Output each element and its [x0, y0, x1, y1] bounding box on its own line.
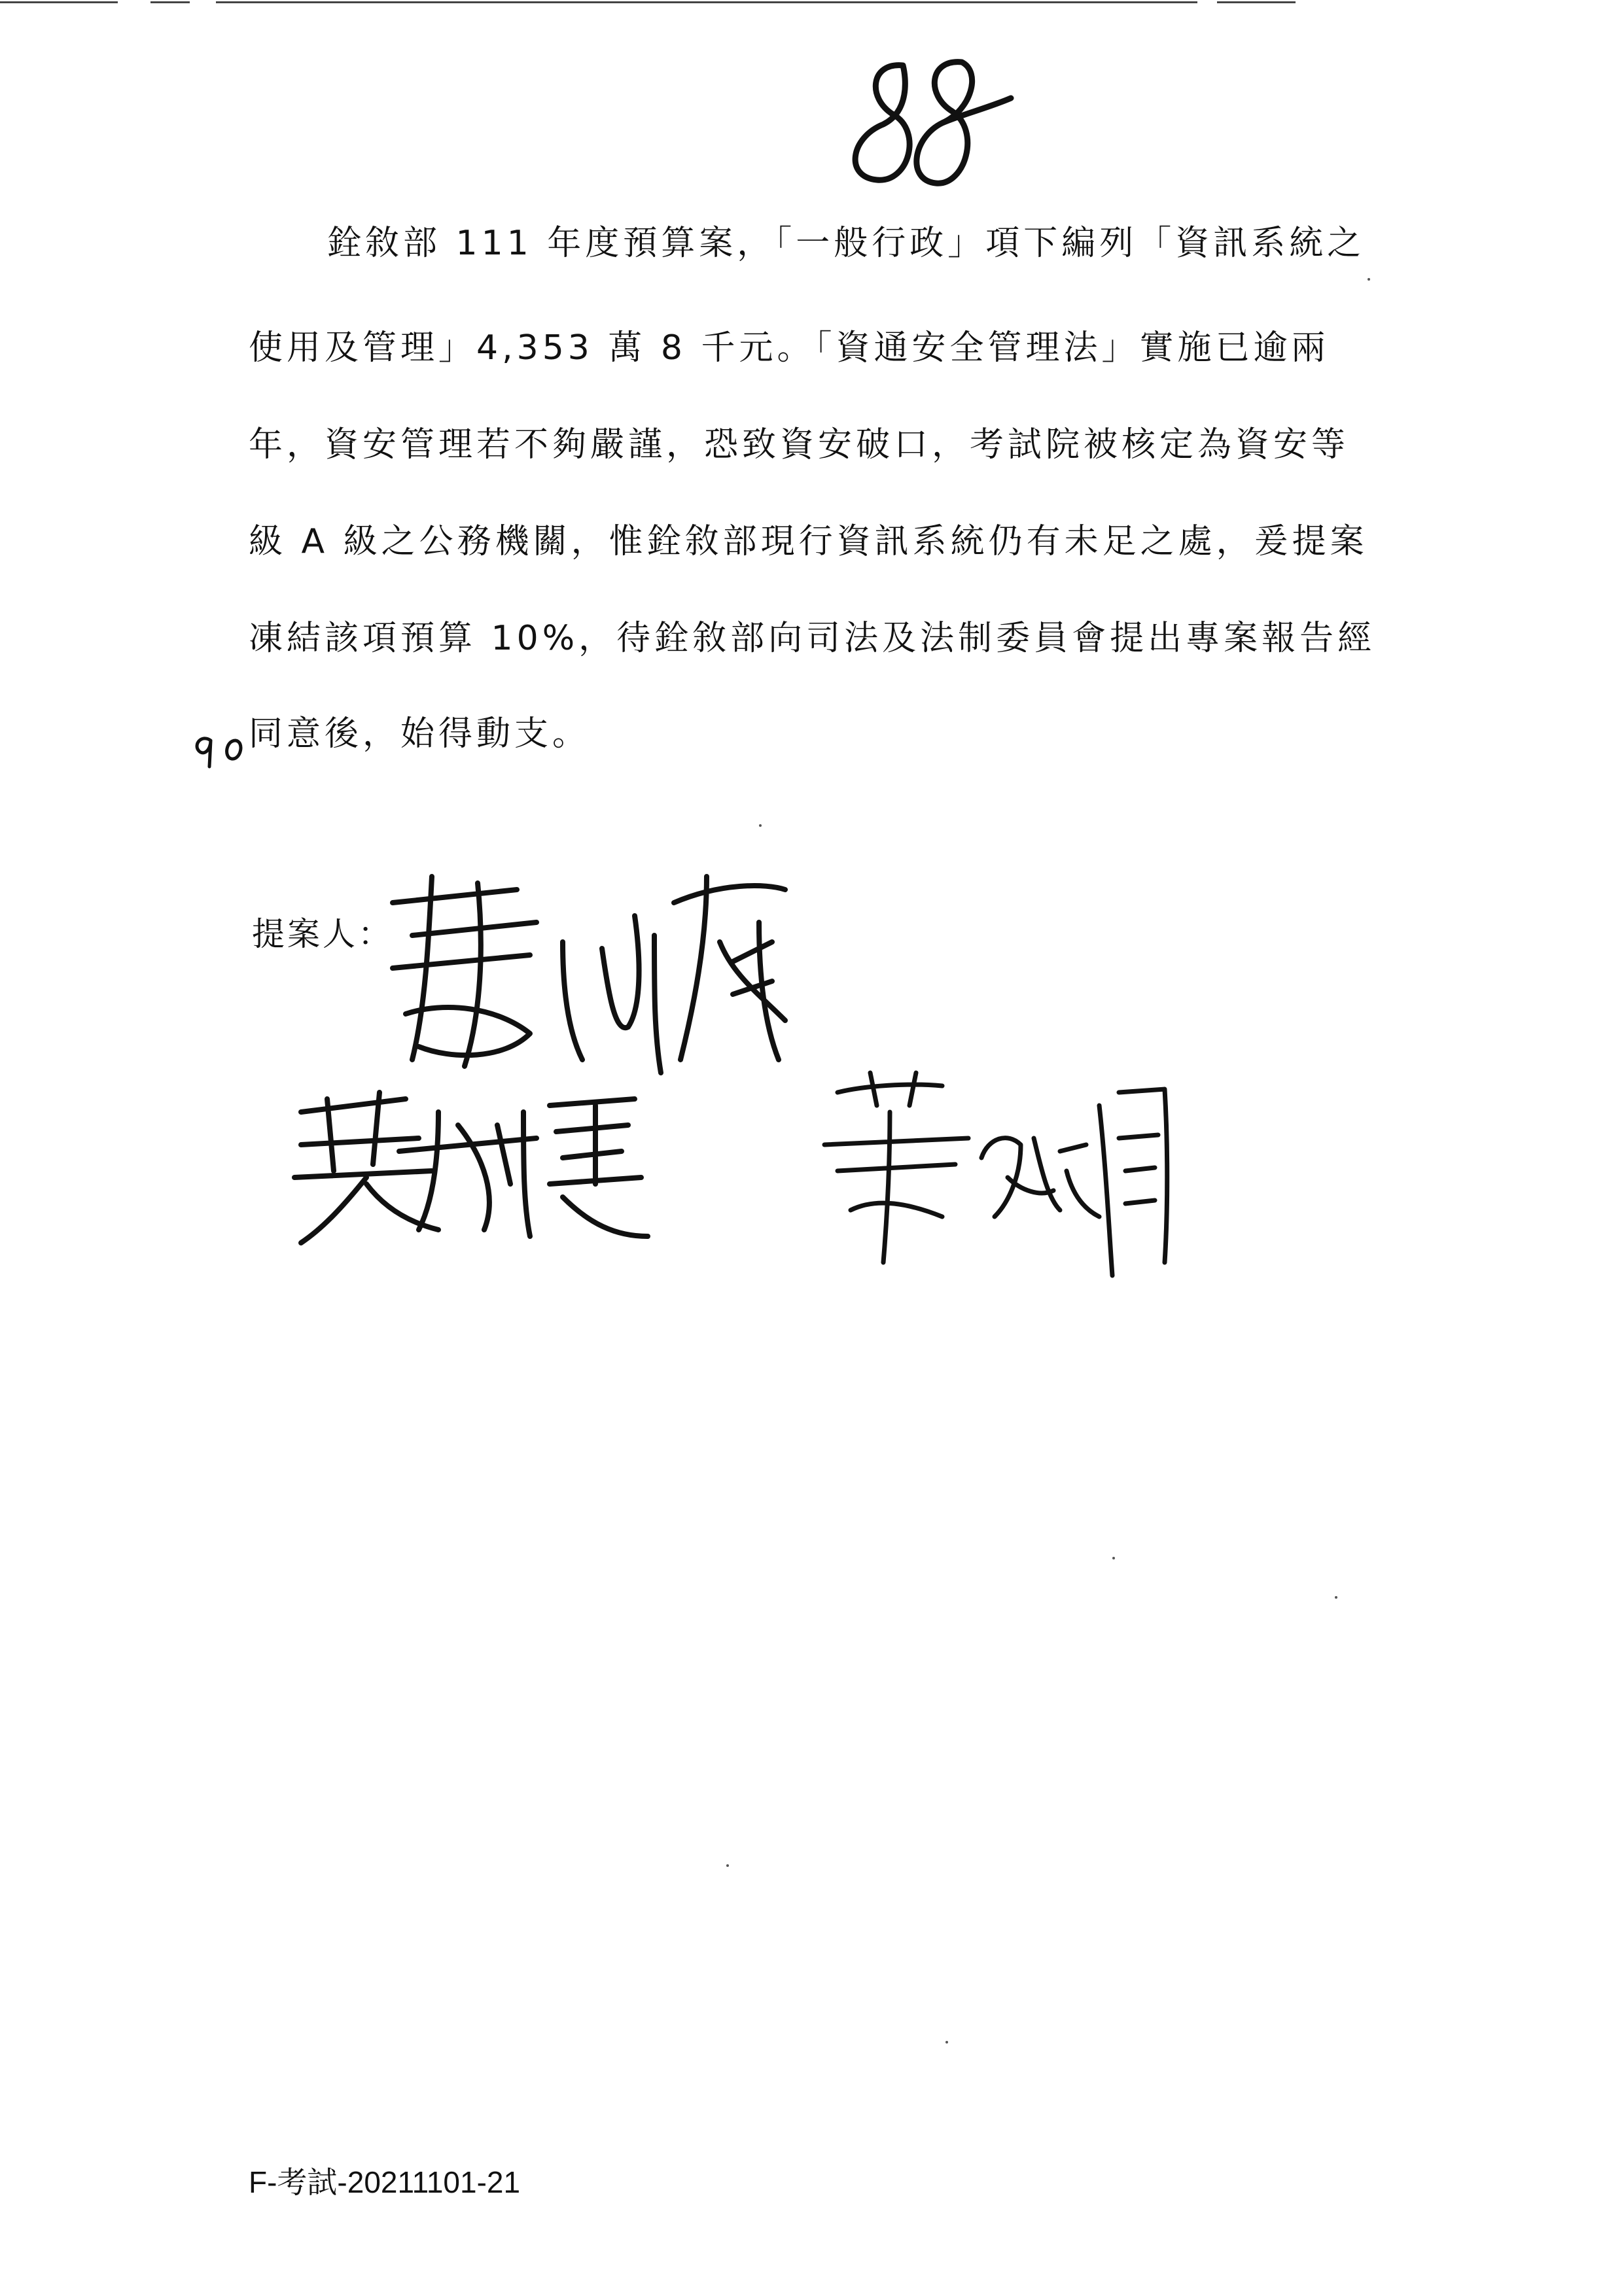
scan-edge-marks	[0, 0, 1624, 4]
scan-speck	[726, 1864, 729, 1867]
document-id: F-考試-20211101-21	[249, 2165, 521, 2199]
scan-speck	[1335, 1596, 1337, 1599]
signature-2	[288, 1086, 654, 1249]
body-line: 年，資安管理若不夠嚴謹，恐致資安破口，考試院被核定為資安等	[249, 425, 1350, 464]
margin-note-handwritten	[190, 726, 249, 772]
signature-3	[811, 1066, 1178, 1282]
body-line: 使用及管理」4,353 萬 8 千元。「資通安全管理法」實施已逾兩	[249, 328, 1330, 368]
scan-speck	[1112, 1557, 1115, 1559]
signature-1	[366, 863, 811, 1079]
body-line: 級 A 級之公務機關，惟銓敘部現行資訊系統仍有未足之處，爰提案	[249, 522, 1368, 561]
proposer-label: 提案人：	[252, 915, 393, 953]
body-line: 凍結該項預算 10%，待銓敘部向司法及法制委員會提出專案報告經	[249, 619, 1376, 658]
page-number-handwritten	[831, 52, 1027, 196]
body-line: 同意後，始得動支。	[249, 714, 591, 754]
scan-speck	[759, 824, 762, 827]
scan-speck	[945, 2041, 948, 2044]
body-line: 銓敘部 111 年度預算案，「一般行政」項下編列「資訊系統之	[327, 224, 1366, 263]
scan-speck	[1368, 278, 1370, 281]
